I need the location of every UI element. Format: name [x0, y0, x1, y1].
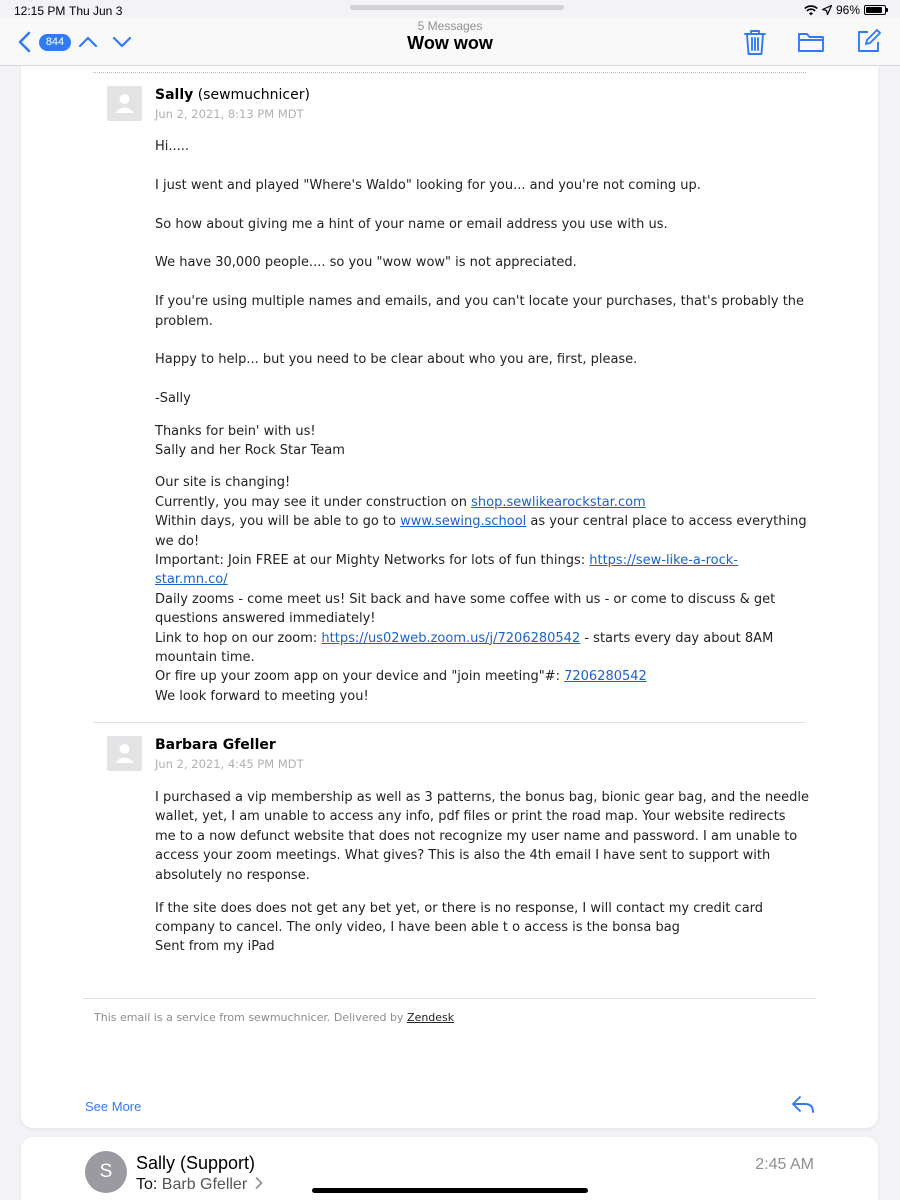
signature-line: We look forward to meeting you!: [155, 688, 369, 704]
message-time: 2:45 AM: [755, 1156, 814, 1173]
signature-text: as your central place to access everything we do!: [155, 514, 807, 549]
message-date: Jun 2, 2021, 8:13 PM MDT: [155, 107, 304, 121]
reply-icon[interactable]: [791, 1094, 815, 1114]
folder-icon[interactable]: [797, 30, 825, 54]
body-paragraph: -Sally: [155, 391, 191, 407]
signature-line: [155, 629, 810, 668]
author-name: Barbara Gfeller: [155, 737, 276, 753]
signature-text: Or fire up your zoom app on your device and "join meeting"#:: [155, 669, 565, 685]
to-label: To:: [136, 1176, 158, 1193]
signature-text: Link to hop on our zoom:: [155, 630, 322, 646]
message-body: [155, 788, 810, 957]
status-date: Thu Jun 3: [69, 4, 123, 18]
body-paragraph: Hi.....: [155, 139, 190, 154]
person-icon: [107, 86, 142, 121]
separator: [83, 998, 816, 999]
wifi-icon: [804, 5, 818, 16]
back-chevron-icon[interactable]: [16, 30, 34, 54]
signature-line: Thanks for bein' with us!: [155, 423, 316, 439]
message-author: [155, 737, 276, 753]
zendesk-link[interactable]: Zendesk: [407, 1011, 455, 1024]
signature-text: Currently, you may see it under construction on: [155, 494, 472, 510]
status-bar: [0, 0, 900, 20]
body-paragraph: So how about giving me a hint of your name or email address you use with us.: [155, 216, 668, 232]
signature-line: [155, 667, 810, 686]
zoom-link[interactable]: https://us02web.zoom.us/j/7206280542: [321, 630, 581, 646]
sewing-school-link[interactable]: www.sewing.school: [400, 514, 527, 530]
window-grabber[interactable]: [350, 5, 564, 10]
message-card: [21, 66, 878, 1128]
body-paragraph: I just went and played "Where's Waldo" looking for you... and you're not coming up.: [155, 177, 701, 193]
recipient-line[interactable]: [136, 1176, 263, 1194]
status-time: 12:15 PM: [14, 4, 66, 18]
mighty-networks-link[interactable]: https://sew-like-a-rock-star.mn.co/: [155, 553, 738, 588]
body-paragraph: Happy to help... but you need to be clear about who you are, first, please.: [155, 352, 638, 368]
unread-count-badge[interactable]: 844: [39, 34, 71, 51]
signature-line: [155, 551, 810, 590]
battery-icon: [864, 5, 886, 15]
message-author: [155, 87, 310, 103]
location-arrow-icon: [822, 5, 832, 15]
body-paragraph: I purchased a vip membership as well as 3 patterns, the bonus bag, bionic gear bag, and the needle wallet, yet, I am unable to access any info, pdf files or print the road map. Your website redirects me to a now defunct website that does not recognize my user name and password. I am unable to access your zoom meetings. What gives? This is also the 4th email I have sent to support with absolutely no response.: [155, 790, 809, 883]
footer-text: This email is a service from sewmuchnicer. Delivered by: [94, 1011, 408, 1024]
signature-line: [155, 512, 810, 551]
see-more-button[interactable]: See More: [85, 1099, 142, 1114]
person-icon: [107, 736, 142, 771]
message-date: Jun 2, 2021, 4:45 PM MDT: [155, 757, 304, 771]
signature-text: - starts every day about 8AM mountain time.: [155, 630, 774, 666]
signature-line: Daily zooms - come meet us! Sit back and have some coffee with us - or come to discuss & get questions answered immediately!: [155, 591, 776, 627]
avatar: [107, 736, 142, 771]
previous-message-icon[interactable]: [78, 32, 98, 52]
body-paragraph: Sent from my iPad: [155, 939, 275, 955]
body-paragraph: We have 30,000 people.... so you "wow wow" is not appreciated.: [155, 255, 577, 271]
body-paragraph: If you're using multiple names and emails, and you can't locate your purchases, that's probably the problem.: [155, 294, 805, 329]
thread-title-block: [300, 19, 600, 53]
body-paragraph: If the site does does not get any bet yet, or there is no response, I will contact my credit card company to cancel. The only video, I have been able t o access is the bonsa bag: [155, 900, 764, 935]
message-count: 5 Messages: [417, 19, 483, 33]
message-body: [155, 137, 810, 706]
home-indicator[interactable]: [312, 1188, 588, 1193]
trash-icon[interactable]: [742, 28, 768, 56]
chevron-right-icon: [255, 1177, 263, 1189]
separator: [93, 72, 806, 73]
meeting-id-link[interactable]: 7206280542: [564, 669, 647, 685]
avatar: [107, 86, 142, 121]
compose-icon[interactable]: [856, 28, 882, 54]
signature-text: Within days, you will be able to go to: [155, 514, 401, 530]
next-message-icon[interactable]: [112, 32, 132, 52]
sender-name: Sally (Support): [136, 1153, 256, 1173]
signature-text: Important: Join FREE at our Mighty Networks for lots of fun things:: [155, 553, 590, 569]
author-handle: (sewmuchnicer): [193, 87, 310, 103]
recipient-name: Barb Gfeller: [157, 1176, 248, 1193]
sender-avatar: S: [85, 1151, 127, 1193]
signature-line: Our site is changing!: [155, 475, 291, 491]
battery-percent: 96%: [835, 3, 860, 17]
thread-title: Wow wow: [407, 33, 493, 53]
status-right: [804, 3, 886, 17]
shop-link[interactable]: shop.sewlikearockstar.com: [471, 494, 646, 510]
footer-note: [94, 1011, 454, 1024]
signature-line: [155, 493, 810, 512]
nav-bar: [0, 18, 900, 66]
author-name: Sally: [155, 87, 194, 103]
separator: [93, 722, 806, 723]
signature-line: Sally and her Rock Star Team: [155, 443, 345, 458]
